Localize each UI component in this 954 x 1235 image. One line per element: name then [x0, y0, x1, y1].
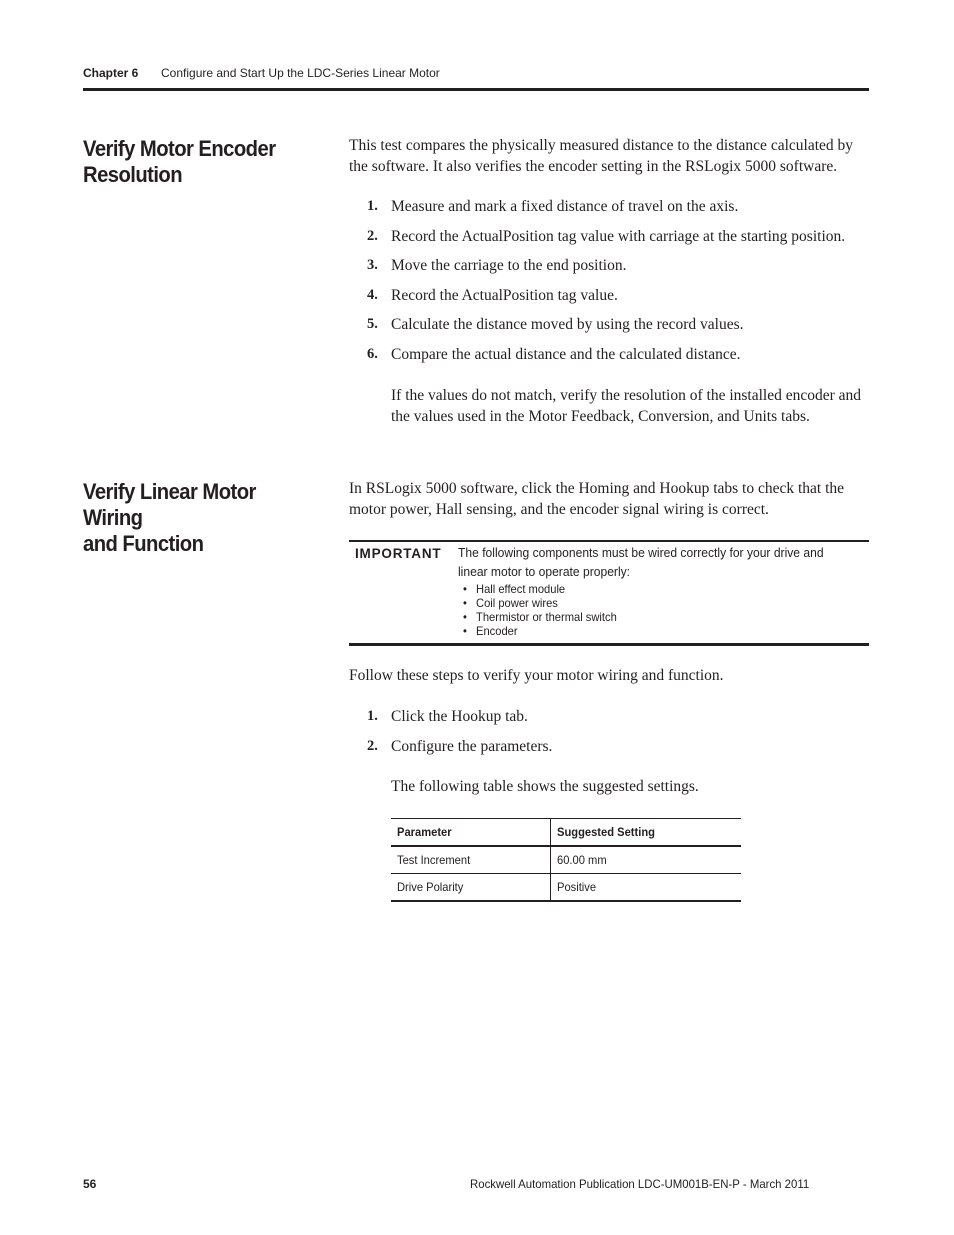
step-item: 2. Configure the parameters. [367, 737, 553, 755]
publication-info: Rockwell Automation Publication LDC-UM001B-EN-P - March 2011 [470, 1177, 810, 1191]
important-label: IMPORTANT [355, 546, 442, 561]
table-cell: Test Increment [391, 846, 551, 874]
table-header-row [391, 819, 741, 847]
step-item: 1. Click the Hookup tab. [367, 708, 528, 725]
page-number: 56 [83, 1177, 97, 1191]
section1-steps [349, 196, 869, 374]
section1-intro: This test compares the physically measured distance to the distance calculated by the software. It also verifies the encoder setting in the RSLogix 5000 software. [349, 137, 854, 175]
table-cell: Positive [551, 874, 742, 902]
step-item: 3. Move the carriage to the end position. [367, 257, 627, 275]
table-cell: Drive Polarity [391, 874, 551, 902]
section-heading-encoder-resolution: Verify Motor Encoder Resolution [83, 136, 276, 187]
table-intro: The following table shows the suggested settings. [391, 778, 699, 795]
section1-note: If the values do not match, verify the resolution of the installed encoder and the values used in the Motor Feedback, Conversion, and Units tabs. [391, 387, 862, 425]
table-row [391, 874, 741, 902]
table-row [391, 846, 741, 874]
table-header-cell: Suggested Setting [551, 819, 742, 847]
table-cell: 60.00 mm [551, 846, 742, 874]
section2-steps [349, 706, 869, 765]
step-item: 5. Calculate the distance moved by using the record values. [367, 316, 744, 334]
step-item: 1. Measure and mark a fixed distance of travel on the axis. [367, 198, 739, 215]
suggested-settings-table [391, 818, 741, 902]
step-item: 6. Compare the actual distance and the calculated distance. [367, 345, 741, 363]
bullet-item: • Encoder [463, 624, 617, 638]
follow-steps-text: Follow these steps to verify your motor wiring and function. [349, 667, 724, 684]
section2-intro: In RSLogix 5000 software, click the Homing and Hookup tabs to check that the motor power, Hall sensing, and the encoder signal wiring is correct. [349, 480, 845, 518]
chapter-title: Configure and Start Up the LDC-Series Linear Motor [161, 66, 440, 80]
chapter-label: Chapter 6 [83, 66, 139, 80]
table-header-cell: Parameter [391, 819, 551, 847]
header-rule [83, 88, 869, 91]
bullet-item: • Coil power wires [463, 596, 617, 610]
bullet-item: • Hall effect module [463, 582, 617, 596]
step-item: 4. Record the ActualPosition tag value. [367, 286, 618, 304]
important-text: The following components must be wired correctly for your drive and linear motor to operate properly: [458, 545, 824, 579]
bullet-item: • Thermistor or thermal switch [463, 610, 617, 624]
section-heading-wiring-function: Verify Linear Motor Wiring and Function [83, 479, 256, 556]
important-bullet-list [463, 582, 617, 638]
step-item: 2. Record the ActualPosition tag value with carriage at the starting position. [367, 227, 846, 245]
